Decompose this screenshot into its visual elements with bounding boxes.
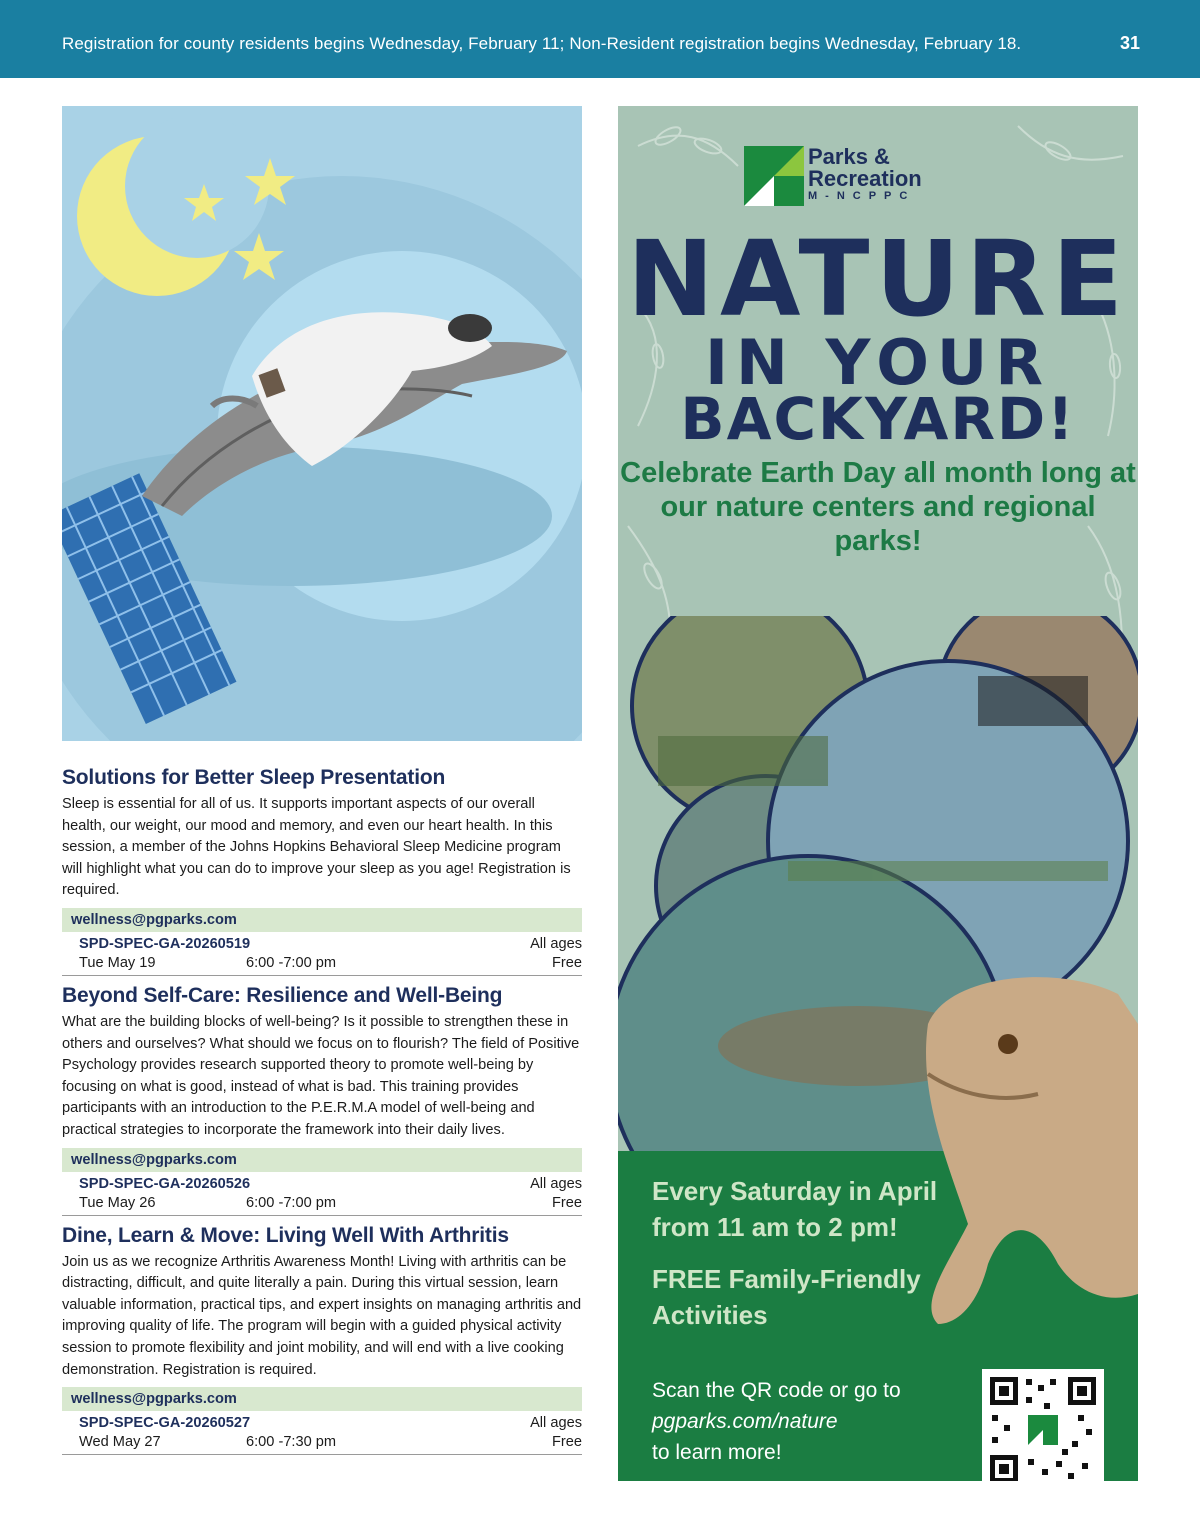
ad-tagline: Celebrate Earth Day all month long at our nature centers and regional parks! xyxy=(620,457,1136,557)
program-card xyxy=(62,1224,582,1456)
program-description: What are the building blocks of well-being? Is it possible to strengthen these in others and ourselves? What should we focus on to flourish? The field of Positive Psychology provides research supported theory to promote well-being by focusing on what is good, instead of what is bad. This training provides participants with an introduction to the P.E.R.M.A model of well-being and practical strategies to incorporate the framework into their daily lives. xyxy=(62,1013,580,1138)
contact-email-link[interactable]: wellness@pgparks.com xyxy=(62,1387,582,1411)
program-card xyxy=(62,766,582,976)
scan-suffix: to learn more! xyxy=(652,1441,782,1464)
program-code: SPD-SPEC-GA-20260519 xyxy=(79,935,251,952)
ad-title-in-your: IN YOUR xyxy=(704,326,1052,399)
program-day: Tue May 19 xyxy=(79,954,156,971)
event-free-activities: FREE Family-Friendly Activities xyxy=(652,1264,921,1330)
scan-prefix: Scan the QR code or go to xyxy=(652,1379,901,1402)
logo-line-3: M-NCPPC xyxy=(808,190,916,202)
nature-url-link[interactable]: pgparks.com/nature xyxy=(652,1410,838,1433)
program-title: Beyond Self-Care: Resilience and Well-Being xyxy=(62,983,503,1007)
logo-line-1: Parks & xyxy=(808,144,890,169)
program-fee: Free xyxy=(551,954,582,971)
program-day: Tue May 26 xyxy=(79,1194,156,1211)
ad-title-nature: NATURE xyxy=(627,218,1129,340)
qr-code[interactable] xyxy=(982,1369,1104,1481)
program-ages: All ages xyxy=(530,1415,582,1432)
program-time: 6:00 -7:30 pm xyxy=(246,1434,337,1451)
program-code: SPD-SPEC-GA-20260526 xyxy=(79,1175,251,1192)
parks-logo xyxy=(744,146,1014,210)
ad-title-backyard: BACKYARD! xyxy=(680,385,1076,453)
contact-email-link[interactable]: wellness@pgparks.com xyxy=(62,908,582,932)
program-card xyxy=(62,984,582,1216)
page-number: 31 xyxy=(1119,33,1140,53)
logo-line-2: Recreation xyxy=(808,166,922,191)
program-time: 6:00 -7:00 pm xyxy=(246,954,337,971)
program-code: SPD-SPEC-GA-20260527 xyxy=(79,1415,251,1432)
registration-notice: Registration for county residents begins Wednesday, February 11; Non-Resident registration begins Wednesday, February 18. xyxy=(62,34,1022,53)
bearded-dragon-photo xyxy=(908,964,1138,1384)
top-banner xyxy=(0,0,1200,78)
logo-mark-icon xyxy=(744,146,804,206)
program-time: 6:00 -7:00 pm xyxy=(246,1194,337,1211)
program-details xyxy=(62,1411,582,1455)
nature-ad xyxy=(618,106,1138,1481)
program-title: Dine, Learn & Move: Living Well With Arthritis xyxy=(62,1223,509,1247)
event-schedule: Every Saturday in April from 11 am to 2 pm! xyxy=(652,1176,938,1242)
program-description: Join us as we recognize Arthritis Awareness Month! Living with arthritis can be distracting, difficult, and quite literally a pain. During this virtual session, learn valuable information, practical tips, and expert insights on managing arthritis and improving quality of life. The program will begin with a guided physical activity session to promote flexibility and joint mobility, and will end with a live cooking demonstration. Registration is required. xyxy=(62,1253,582,1378)
program-fee: Free xyxy=(551,1194,582,1211)
program-details xyxy=(62,1172,582,1216)
program-title: Solutions for Better Sleep Presentation xyxy=(62,766,446,789)
program-description: Sleep is essential for all of us. It supports important aspects of our overall health, our weight, our mood and memory, and even our heart health. In this session, a member of the Johns Hopkins Behavioral Sleep Medicine program will highlight what you can do to improve your sleep as you age! Registration is required. xyxy=(62,796,571,899)
scan-instructions xyxy=(652,1375,932,1468)
program-details xyxy=(62,932,582,976)
program-day: Wed May 27 xyxy=(79,1434,161,1451)
sleep-illustration xyxy=(62,106,582,741)
program-ages: All ages xyxy=(530,935,582,952)
program-ages: All ages xyxy=(530,1175,582,1192)
program-fee: Free xyxy=(551,1434,582,1451)
contact-email-link[interactable]: wellness@pgparks.com xyxy=(62,1148,582,1172)
programs-list xyxy=(62,766,582,1463)
